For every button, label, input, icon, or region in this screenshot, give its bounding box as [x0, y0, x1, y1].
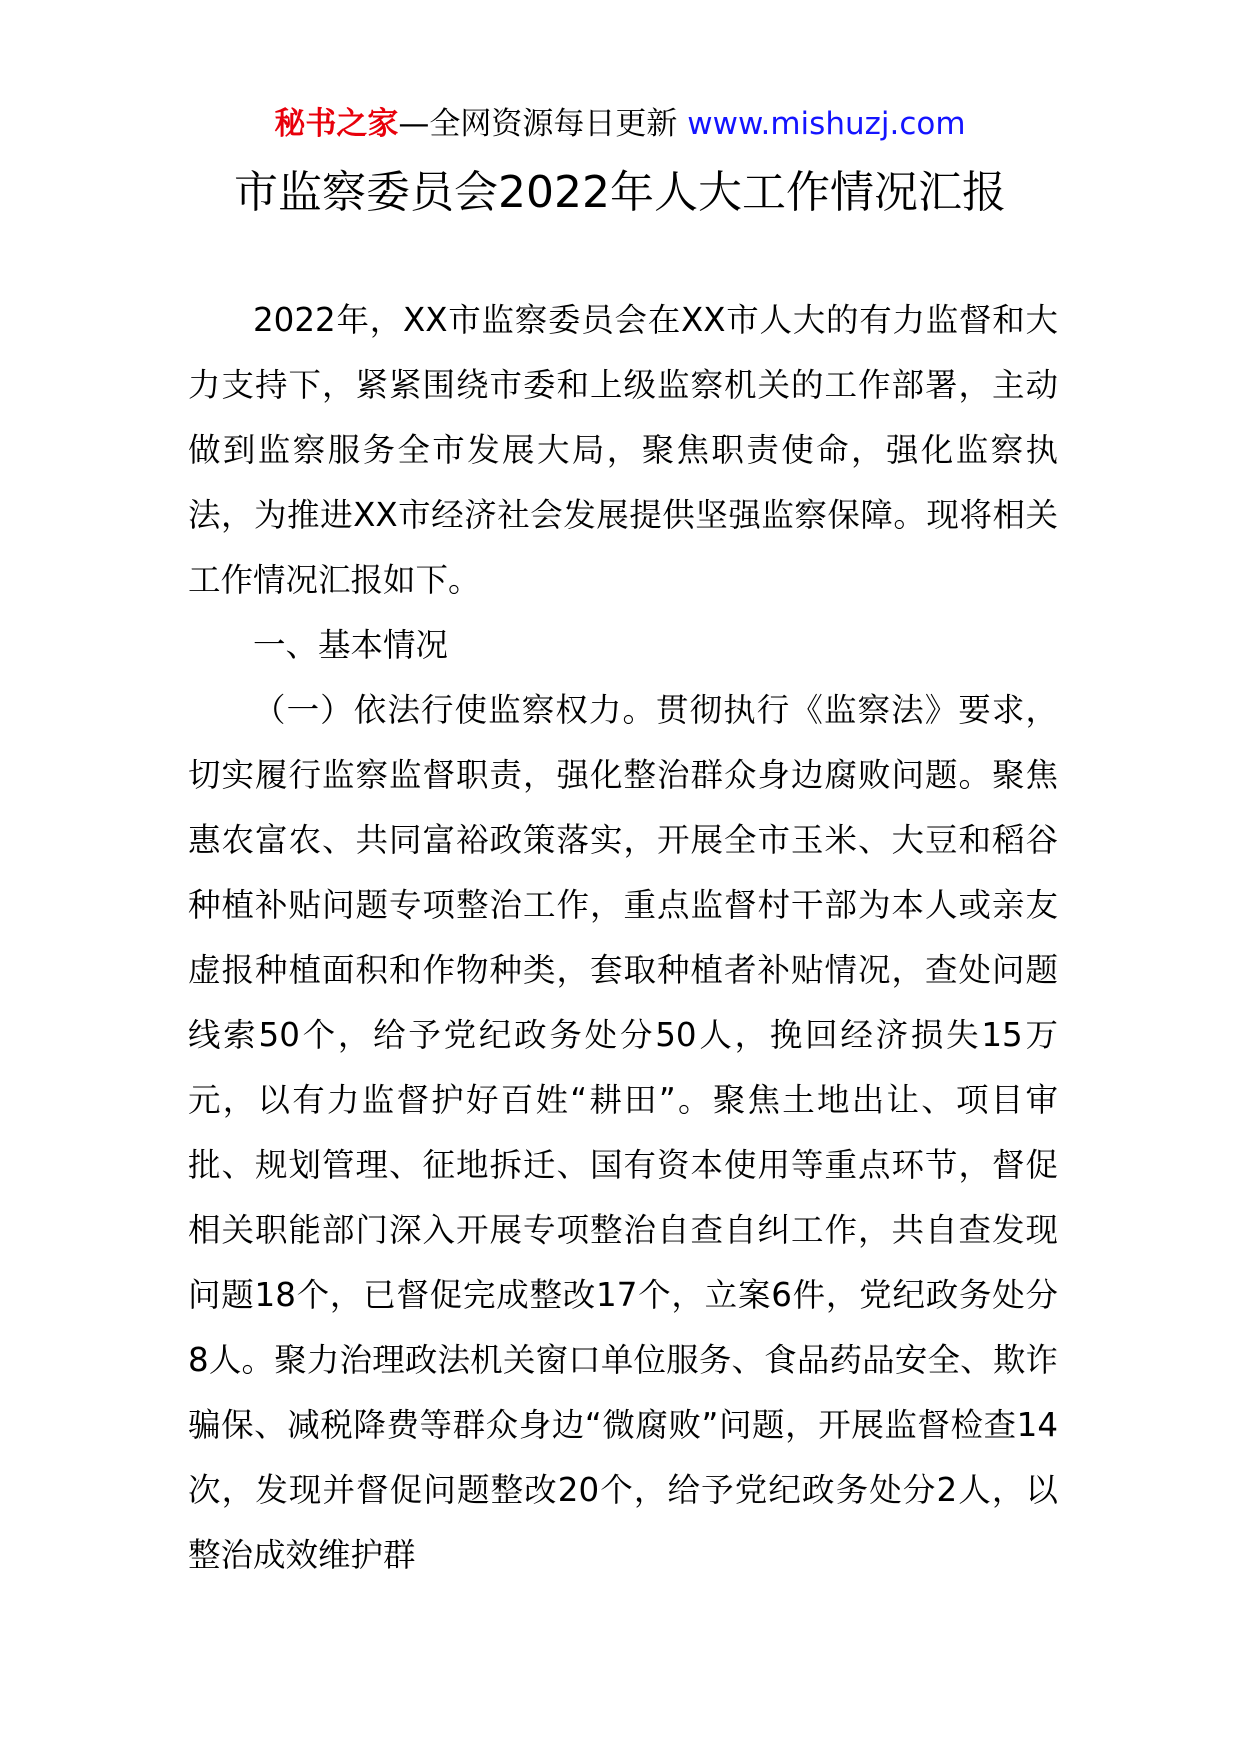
document-body: [188, 288, 1058, 1588]
header-slogan: —全网资源每日更新: [398, 106, 688, 142]
intro-paragraph: 2022年，XX市监察委员会在XX市人大的有力监督和大力支持下，紧紧围绕市委和上级监察机关的工作部署，主动做到监察服务全市发展大局，聚焦职责使命，强化监察执法，为推进XX市经济社会发展提供坚强监察保障。现将相关工作情况汇报如下。: [188, 301, 1058, 599]
document-title: 市监察委员会2022年人大工作情况汇报: [234, 167, 1006, 218]
brand-name: 秘书之家: [274, 106, 399, 142]
site-url[interactable]: www.mishuzj.com: [687, 106, 966, 142]
site-header: [0, 100, 1240, 148]
section-heading: 一、基本情况: [253, 626, 449, 664]
body-paragraph: （一）依法行使监察权力。贯彻执行《监察法》要求，切实履行监察监督职责，强化整治群众身边腐败问题。聚焦惠农富农、共同富裕政策落实，开展全市玉米、大豆和稻谷种植补贴问题专项整治工作，重点监督村干部为本人或亲友虚报种植面积和作物种类，套取种植者补贴情况，查处问题线索50个，给予党纪政务处分50人，挽回经济损失15万元，以有力监督护好百姓“耕田”。聚焦土地出让、项目审批、规划管理、征地拆迁、国有资本使用等重点环节，督促相关职能部门深入开展专项整治自查自纠工作，共自查发现问题18个，已督促完成整改17个，立案6件，党纪政务处分8人。聚力治理政法机关窗口单位服务、食品药品安全、欺诈骗保、减税降费等群众身边“微腐败”问题，开展监督检查14次，发现并督促问题整改20个，给予党纪政务处分2人，以整治成效维护群: [188, 691, 1058, 1574]
